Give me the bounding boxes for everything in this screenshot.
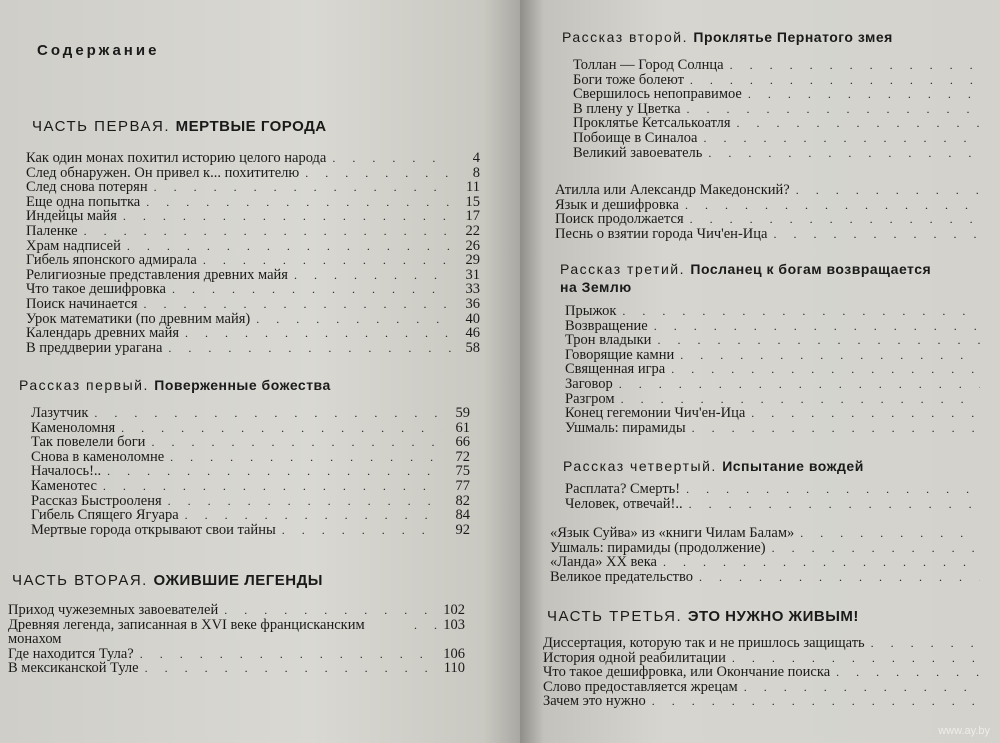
toc-entry (550, 526, 986, 541)
toc-entry (555, 212, 986, 227)
dot-leader (796, 183, 980, 198)
toc-entry (565, 497, 986, 512)
toc-entry-title: Так повелели боги (31, 434, 146, 451)
dot-leader (256, 312, 452, 327)
dot-leader (690, 212, 980, 227)
dot-leader (619, 377, 980, 392)
toc-entry (573, 73, 986, 88)
toc-entry-page: 102 (443, 602, 465, 618)
toc-entry-title: Говорящие камни (565, 346, 675, 363)
toc-entry-title: Разгром (565, 390, 615, 407)
dot-leader (146, 195, 452, 210)
dot-leader (730, 58, 980, 73)
toc-entry-title: Еще одна попытка (26, 193, 141, 210)
dot-leader (305, 166, 452, 181)
part3-label: ЧАСТЬ ТРЕТЬЯ. (547, 608, 683, 625)
dot-leader (107, 464, 442, 479)
toc-entry (543, 636, 986, 651)
dot-leader (282, 523, 442, 538)
story1-list (31, 406, 470, 537)
toc-entry (565, 482, 986, 497)
toc-entry-title: Побоище в Синалоа (573, 129, 698, 146)
dot-leader (772, 541, 980, 556)
toc-entry-page: 46 (465, 325, 480, 342)
toc-entry (31, 406, 470, 421)
toc-entry (26, 166, 480, 181)
toc-entry (26, 151, 480, 166)
dot-leader (732, 651, 980, 666)
toc-entry (31, 479, 470, 494)
dot-leader (703, 131, 980, 146)
dot-leader (123, 209, 452, 224)
dot-leader (690, 73, 980, 88)
toc-entry-title: «Ланда» XX века (550, 554, 657, 571)
toc-entry-title: Древняя легенда, записанная в XVI веке францисканским монахом (8, 616, 365, 648)
toc-entry-title: В плену у Цветка (573, 100, 681, 117)
story3-title-line2: на Землю (560, 279, 632, 295)
toc-entry-page: 84 (455, 507, 470, 524)
toc-entry (26, 312, 480, 327)
dot-leader (294, 268, 452, 283)
dot-leader (748, 87, 980, 102)
toc-entry-page: 26 (465, 237, 480, 254)
toc-entry (565, 319, 986, 334)
toc-entry-title: Свершилось непоправимое (573, 86, 742, 103)
toc-entry-page: 106 (443, 645, 465, 662)
dot-leader (654, 319, 980, 334)
toc-entry-title: Атилла или Александр Македонский? (555, 182, 790, 198)
part3-heading (547, 608, 1000, 625)
toc-entry-title: Ушмаль: пирамиды (продолжение) (550, 539, 766, 556)
toc-entry-title: Индейцы майя (26, 208, 117, 225)
toc-entry (565, 333, 986, 348)
toc-entry-title: Конец гегемонии Чич'ен-Ица (565, 405, 746, 422)
toc-entry-title: В преддверии урагана (26, 339, 163, 356)
toc-entry (26, 224, 480, 239)
toc-entry-title: Язык и дешифровка (555, 196, 679, 213)
story1-label: Рассказ первый. (19, 377, 149, 393)
toc-entry (565, 392, 986, 407)
toc-entry-title: Поиск продолжается (555, 211, 684, 228)
dot-leader (671, 362, 980, 377)
dot-leader (94, 406, 442, 421)
dot-leader (151, 435, 442, 450)
dot-leader (224, 603, 437, 618)
dot-leader (773, 227, 980, 242)
toc-entry-title: Слово предоставляется жрецам (543, 678, 738, 695)
toc-entry (26, 297, 480, 312)
toc-entry (26, 268, 480, 283)
toc-entry-title: Календарь древних майя (26, 325, 180, 342)
toc-entry (573, 116, 986, 131)
toc-entry-title: Проклятье Кетсалькоатля (573, 115, 731, 132)
toc-entry (555, 183, 986, 198)
toc-entry-title: Ушмаль: пирамиды (565, 419, 686, 436)
story3-heading (560, 261, 1000, 277)
story2-title: Проклятье Пернатого змея (693, 29, 893, 45)
story3-title: Посланец к богам возвращается (690, 261, 932, 277)
dot-leader (621, 392, 980, 407)
dot-leader (414, 618, 437, 633)
toc-entry-title: Человек, отвечай!.. (565, 495, 683, 512)
toc-entry-page: 4 (472, 150, 480, 166)
toc-entry (565, 304, 986, 319)
toc-entry-page: 82 (455, 492, 470, 509)
dot-leader (84, 224, 452, 239)
toc-entry (565, 406, 986, 421)
toc-entry-page: 110 (443, 660, 465, 677)
dot-leader (203, 253, 452, 268)
part2-heading (12, 572, 520, 589)
toc-entry-title: Гибель Спящего Ягуара (31, 507, 179, 524)
story1-heading (19, 377, 520, 393)
dot-leader (663, 555, 980, 570)
dot-leader (140, 647, 437, 662)
dot-leader (800, 526, 980, 541)
toc-entry (573, 87, 986, 102)
dot-leader (185, 508, 442, 523)
dot-leader (689, 497, 980, 512)
watermark: www.ay.by (938, 725, 990, 737)
dot-leader (185, 326, 452, 341)
dot-leader (170, 450, 442, 465)
toc-entry (26, 239, 480, 254)
toc-entry (31, 464, 470, 479)
toc-entry-page: 92 (455, 521, 470, 538)
toc-entry-title: Великий завоеватель (573, 144, 703, 161)
toc-entry-title: Каменоломня (31, 419, 116, 436)
toc-entry-page: 58 (465, 339, 480, 356)
toc-entry-page: 40 (465, 310, 480, 327)
toc-entry-title: Возвращение (565, 317, 648, 334)
toc-entry-page: 29 (465, 252, 480, 269)
part1-heading (32, 118, 520, 135)
toc-entry-page: 15 (465, 193, 480, 210)
toc-entry-page: 8 (472, 164, 480, 181)
toc-entry (565, 362, 986, 377)
dot-leader (145, 661, 437, 676)
toc-entry (31, 494, 470, 509)
toc-entry-title: Боги тоже болеют (573, 71, 684, 88)
part2-title: ОЖИВШИЕ ЛЕГЕНДЫ (153, 572, 323, 589)
toc-entry-title: Диссертация, которую так и не пришлось защищать (543, 635, 865, 651)
toc-entry (26, 341, 480, 356)
toc-entry-title: Приход чужеземных завоевателей (8, 602, 219, 618)
toc-entry (550, 555, 986, 570)
toc-entry-title: Трон владыки (565, 332, 652, 349)
story2-list (573, 58, 986, 160)
story4-label: Рассказ четвертый. (563, 458, 717, 474)
story4-title: Испытание вождей (722, 458, 864, 474)
toc-entry-title: Мертвые города открывают свои тайны (31, 521, 276, 538)
toc-entry (8, 618, 465, 647)
toc-entry (31, 450, 470, 465)
story1-title: Поверженные божества (154, 377, 331, 393)
toc-entry (550, 541, 986, 556)
toc-entry-title: Снова в каменоломне (31, 448, 165, 465)
toc-entry-title: След снова потерян (26, 179, 148, 196)
toc-entry-page: 61 (455, 419, 470, 436)
toc-entry-title: Что такое дешифровка (26, 281, 166, 298)
toc-entry-page: 59 (455, 405, 470, 421)
dot-leader (103, 479, 442, 494)
toc-entry-page: 17 (465, 208, 480, 225)
dot-leader (332, 151, 452, 166)
story2-label: Рассказ второй. (562, 29, 688, 45)
dot-leader (685, 198, 980, 213)
part3-title: ЭТО НУЖНО ЖИВЫМ! (687, 608, 859, 625)
contents-title: Содержание (37, 42, 160, 59)
toc-entry-page: 72 (455, 448, 470, 465)
toc-entry (8, 603, 465, 618)
dot-leader (686, 482, 980, 497)
dot-leader (127, 239, 452, 254)
toc-entry-page: 77 (455, 477, 470, 494)
dot-leader (154, 180, 452, 195)
toc-entry-title: Религиозные представления древних майя (26, 266, 288, 283)
toc-entry-title: Рассказ Быстрооленя (31, 492, 162, 509)
toc-entry-title: Как один монах похитил историю целого народа (26, 150, 327, 166)
toc-entry-title: Прыжок (565, 303, 617, 319)
dot-leader (687, 102, 980, 117)
story4-heading (563, 458, 1000, 474)
toc-entry-title: Урок математики (по древним майя) (26, 310, 251, 327)
toc-entry (26, 209, 480, 224)
toc-entry-title: В мексиканской Туле (8, 660, 139, 677)
story3-list (565, 304, 986, 435)
dot-leader (622, 304, 980, 319)
dot-leader (699, 570, 980, 585)
toc-entry (26, 326, 480, 341)
toc-entry-title: Толлан — Город Солнца (573, 57, 724, 73)
toc-entry (543, 665, 986, 680)
toc-entry (555, 227, 986, 242)
toc-entry-page: 66 (455, 434, 470, 451)
toc-entry (573, 58, 986, 73)
dot-leader (168, 341, 452, 356)
toc-entry-title: Паленке (26, 222, 78, 239)
toc-entry-page: 36 (465, 295, 480, 312)
toc-entry-title: Великое предательство (550, 568, 693, 585)
toc-entry-title: Песнь о взятии города Чич'ен-Ица (555, 225, 768, 242)
dot-leader (708, 146, 980, 161)
toc-entry (26, 180, 480, 195)
dot-leader (680, 348, 980, 363)
toc-entry (26, 195, 480, 210)
part3-list (543, 636, 986, 709)
toc-entry-page: 22 (465, 222, 480, 239)
toc-entry (26, 282, 480, 297)
toc-entry-title: Гибель японского адмирала (26, 252, 197, 269)
misc1-list (555, 183, 986, 241)
part1-title: МЕРТВЫЕ ГОРОДА (175, 118, 327, 135)
dot-leader (737, 116, 980, 131)
toc-entry-page: 103 (443, 616, 465, 633)
toc-entry (8, 661, 465, 676)
toc-entry-title: Священная игра (565, 361, 666, 378)
toc-entry-title: История одной реабилитации (543, 649, 726, 666)
toc-entry-title: Где находится Тула? (8, 645, 134, 662)
dot-leader (871, 636, 980, 651)
toc-entry (555, 198, 986, 213)
dot-leader (657, 333, 980, 348)
toc-entry (26, 253, 480, 268)
dot-leader (144, 297, 452, 312)
toc-entry-page: 75 (455, 463, 470, 480)
dot-leader (836, 665, 980, 680)
story2-heading (562, 29, 1000, 45)
part1-label: ЧАСТЬ ПЕРВАЯ. (32, 118, 170, 135)
dot-leader (692, 421, 980, 436)
toc-entry-title: Что такое дешифровка, или Окончание поиска (543, 664, 831, 681)
toc-entry (543, 651, 986, 666)
toc-entry (31, 435, 470, 450)
toc-entry (565, 377, 986, 392)
toc-entry-title: Каменотес (31, 477, 97, 494)
toc-entry (31, 508, 470, 523)
toc-entry-title: Зачем это нужно (543, 693, 646, 710)
toc-entry-title: Лазутчик (31, 405, 89, 421)
toc-entry-title: Поиск начинается (26, 295, 138, 312)
misc2-list (550, 526, 986, 584)
toc-entry-title: Началось!.. (31, 463, 102, 480)
toc-entry (543, 680, 986, 695)
dot-leader (172, 282, 452, 297)
story3-label: Рассказ третий. (560, 261, 685, 277)
toc-entry (31, 523, 470, 538)
toc-entry-title: Расплата? Смерть! (565, 481, 681, 497)
toc-entry-page: 33 (465, 281, 480, 298)
toc-entry (565, 348, 986, 363)
toc-entry-page: 11 (466, 179, 480, 196)
dot-leader (652, 694, 980, 709)
toc-entry-page: 31 (465, 266, 480, 283)
story4-list (565, 482, 986, 511)
toc-entry-title: Заговор (565, 375, 613, 392)
toc-entry-title: «Язык Суйва» из «книги Чилам Балам» (550, 525, 795, 541)
toc-entry (543, 694, 986, 709)
toc-entry (8, 647, 465, 662)
toc-entry (573, 146, 986, 161)
part2-list (8, 603, 465, 676)
dot-leader (168, 494, 442, 509)
part1-list (26, 151, 480, 355)
toc-entry (31, 421, 470, 436)
toc-entry (573, 102, 986, 117)
toc-entry-title: Храм надписей (26, 237, 121, 254)
dot-leader (751, 406, 980, 421)
dot-leader (121, 421, 442, 436)
toc-entry (550, 570, 986, 585)
toc-entry (565, 421, 986, 436)
part2-label: ЧАСТЬ ВТОРАЯ. (12, 572, 148, 589)
toc-entry (573, 131, 986, 146)
story3-heading-line2 (560, 279, 1000, 295)
toc-entry-title: След обнаружен. Он привел к... похитителю (26, 164, 300, 181)
right-page (520, 0, 1000, 743)
dot-leader (744, 680, 980, 695)
